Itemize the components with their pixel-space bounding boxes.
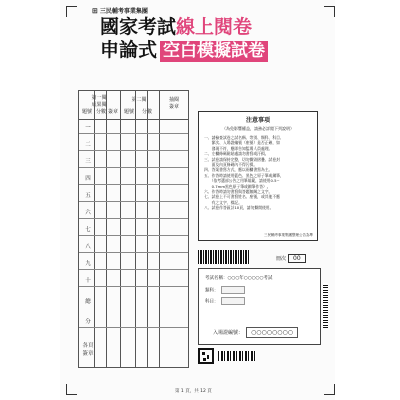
title-line-2	[100, 40, 268, 62]
col-label-4: 題號	[123, 109, 134, 115]
category-line	[205, 286, 245, 294]
volume-label: 冊次	[276, 256, 287, 262]
score-row: 十	[79, 272, 188, 287]
notes-item: 四、答案書寫方式，應以兩欄書寫為主。	[204, 167, 273, 173]
notes-box	[198, 111, 318, 241]
group2-label: 第二閱	[131, 97, 147, 103]
notes-subtitle: （為免影響權益，請務必詳閱下列說明）	[222, 126, 294, 131]
score-row: 四	[79, 170, 188, 185]
score-row: 三	[79, 153, 188, 168]
title-line-1	[100, 17, 252, 38]
score-row: 分	[79, 313, 188, 328]
score-row: 七	[79, 221, 188, 236]
score-table	[78, 90, 189, 368]
side-barcode-icon	[323, 283, 328, 328]
notes-title: 注意事項	[245, 117, 270, 124]
crop-mark-bottom-right	[324, 384, 335, 395]
notes-item: 八、試卷作答區計10頁，請勿撕開使用。	[204, 205, 274, 211]
exam-name-value: ○○○年○○○○○考試	[227, 276, 273, 281]
subject-line	[205, 297, 245, 305]
publisher-name: 三民輔考事業集團	[99, 8, 148, 15]
title-line-2-pink: 空白模擬試卷	[160, 41, 268, 62]
publisher-logo-icon: ⊞	[92, 6, 98, 15]
score-row: 二	[79, 136, 188, 151]
score-row: 總	[85, 299, 91, 305]
entry-number-value: ○○○○○○○○	[246, 327, 298, 338]
title-line-2-black: 申論式	[100, 39, 158, 61]
title-line-1-black: 國家考試	[100, 16, 177, 38]
notes-item: 有之文字、標記。	[204, 199, 242, 205]
crop-mark-top-left	[66, 6, 77, 17]
notes-item: 節次、入場證編號（座號）是否正確，如	[204, 140, 280, 146]
qr-code-icon	[198, 348, 214, 364]
crop-mark-top-right	[324, 6, 335, 17]
col-label-1: 題號	[81, 109, 92, 115]
score-row: 八	[79, 238, 188, 253]
col-label-3: 簽章	[107, 109, 118, 115]
notes-item: 五、作答時請使用藍色、黑色之原子筆或鋼筆，	[204, 172, 284, 178]
score-row: 各頁 簽章	[82, 343, 94, 357]
category-label: 類科：	[205, 288, 219, 294]
score-row: 一	[79, 119, 188, 134]
volume-value: 00	[288, 254, 306, 263]
score-row: 五	[79, 187, 188, 202]
notes-item: （依考選部公告之用筆規範，請使用0.5~	[204, 178, 280, 184]
notes-item: 七、試卷上不可書寫姓名、座號，或其他不應	[204, 194, 280, 200]
entry-number-label: 入場證編號：	[213, 330, 244, 336]
page-number: 第 1 頁，共 12 頁	[175, 389, 212, 394]
notes-item: 發現不符，應即告知監場人員處理。	[204, 145, 273, 151]
bottom-barcode-icon	[218, 351, 256, 361]
notes-footer: 三民輔考事業集團整理公告為準	[264, 233, 313, 237]
crop-mark-bottom-left	[66, 384, 77, 395]
title-line-1-pink: 線上閱卷	[176, 16, 253, 38]
notes-item: 二、左欄條碼黏貼處請勿書寫或汙損。	[204, 151, 269, 157]
barcode-icon	[198, 250, 250, 264]
notes-item: 0.7mm黑色原子筆或鋼筆作答）。	[204, 183, 271, 189]
score-row: 九	[79, 255, 188, 270]
exam-info-box	[198, 268, 321, 345]
score-row: 六	[79, 204, 188, 219]
notes-item: 面及內頁條碼內不得污損。	[204, 162, 258, 168]
col-label-5: 分數	[141, 109, 152, 115]
notes-item: 三、試卷請保持完整，切勿撕毀摺疊、試卷封	[204, 156, 280, 162]
notes-item: 六、作答時請勿書寫與答題無關之文字。	[204, 189, 273, 195]
subject-label: 科目：	[205, 299, 219, 305]
group1-label: 第一閱 成果閱	[91, 95, 107, 108]
entry-number-line	[213, 327, 298, 338]
score-table-header	[79, 91, 188, 120]
col-label-2: 分數	[95, 109, 106, 115]
publisher-label	[92, 6, 148, 15]
exam-name-line	[205, 275, 272, 281]
notes-item: 一、請檢查試卷之試名稱、等別、類科、科目、	[204, 135, 284, 140]
subject-value-box	[221, 297, 245, 305]
exam-name-label: 考試名稱：	[205, 276, 228, 281]
check-label: 抽閱 簽章	[168, 97, 179, 110]
volume-field	[276, 254, 306, 263]
category-value-box	[221, 286, 245, 294]
